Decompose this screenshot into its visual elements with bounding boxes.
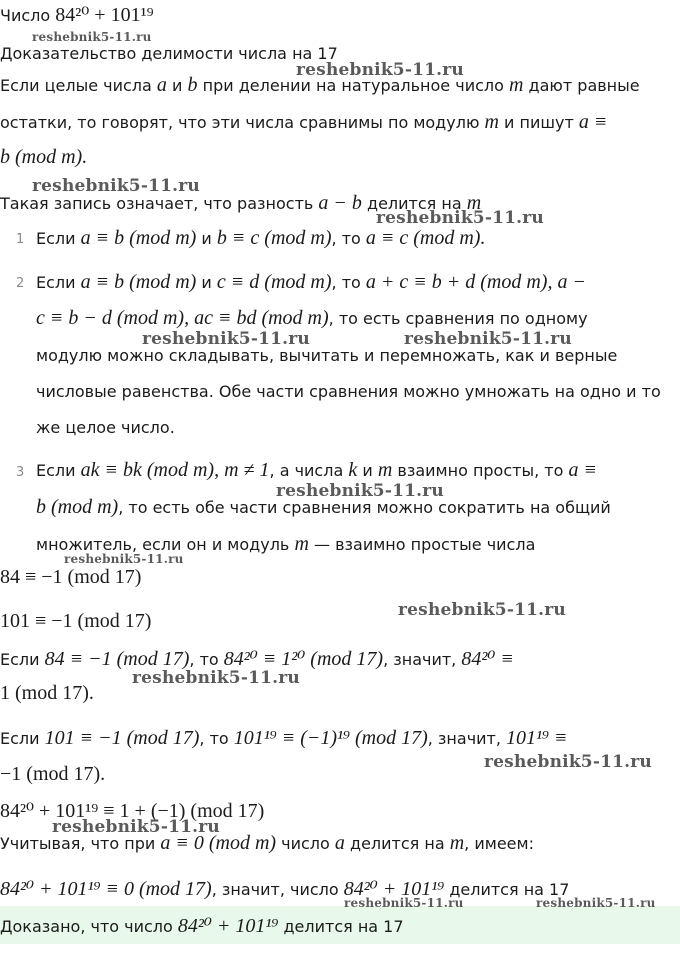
rule-math: c ≡ d (mod m) (216, 271, 332, 293)
rule-2-line-3: модулю можно складывать, вычитать и перемножать, как и верные (36, 346, 618, 365)
math: 101¹⁹ ≡ (506, 727, 568, 749)
rule-math: a ≡ c (mod m). (365, 227, 486, 249)
rule-text: и (201, 273, 212, 292)
watermark: reshebnik5-11.ru (32, 176, 200, 196)
intro-text: дают равные (528, 76, 640, 95)
rule-text: , то есть обе части сравнения можно сократить на общий (118, 498, 611, 517)
consequence-2-line-1 (0, 727, 568, 750)
rule-text: Если (36, 273, 76, 292)
means-math: a − b (318, 192, 362, 214)
watermark: reshebnik5-11.ru (142, 329, 310, 349)
text: , то (199, 729, 229, 748)
rule-text: , а числа (269, 461, 344, 480)
means-text: Такая запись означает, что разность (0, 194, 314, 213)
proof-heading: Доказательство делимости числа на 17 (0, 44, 338, 63)
rule-math: a + c ≡ b + d (mod m), a − (365, 271, 586, 293)
rule-math: a ≡ (568, 459, 597, 481)
math: 84²⁰ + 101¹⁹ (343, 878, 445, 900)
text: , значит, (427, 729, 501, 748)
intro-text: и (172, 76, 183, 95)
text: , значит, число (211, 880, 339, 899)
rule-2-line-5: же целое число. (36, 418, 175, 437)
rule-math: a ≡ b (mod m) (80, 227, 197, 249)
list-number-2: 2 (16, 276, 25, 291)
consequence-2-line-2: −1 (mod 17). (0, 763, 106, 785)
means-text: делится на (367, 194, 462, 213)
intro-text: Если целые числа (0, 76, 152, 95)
rule-math: b (mod m) (36, 496, 119, 518)
conclusion-math: 84²⁰ + 101¹⁹ (177, 915, 279, 937)
rule-text: и (201, 229, 212, 248)
watermark: reshebnik5-11.ru (484, 752, 652, 772)
watermark: reshebnik5-11.ru (398, 600, 566, 620)
watermark: reshebnik5-11.ru (296, 60, 464, 80)
math: 84²⁰ ≡ (461, 648, 514, 670)
rule-math: ak ≡ bk (mod m), m ≠ 1 (80, 459, 270, 481)
intro-line-2 (0, 111, 607, 134)
rule-1 (36, 227, 485, 250)
watermark: reshebnik5-11.ru (404, 329, 572, 349)
var-k: k (348, 459, 358, 481)
text: делится на (350, 834, 445, 853)
text: число (281, 834, 330, 853)
var-b: b (187, 74, 198, 96)
watermark: reshebnik5-11.ru (64, 552, 184, 566)
math: 101 ≡ −1 (mod 17) (44, 727, 200, 749)
intro-text: и пишут (504, 113, 574, 132)
watermark: reshebnik5-11.ru (32, 30, 152, 44)
var-m: m (449, 832, 465, 854)
intro-math: b (mod m). (0, 146, 88, 168)
var-a: a (156, 74, 167, 96)
text: Если (0, 729, 40, 748)
equation-84: 84 ≡ −1 (mod 17) (0, 566, 142, 588)
var-a: a (334, 832, 345, 854)
var-m: m (294, 533, 309, 555)
list-number-1: 1 (16, 232, 25, 247)
sum-equation: 84²⁰ + 101¹⁹ ≡ 1 + (−1) (mod 17) (0, 800, 265, 822)
rule-math: a ≡ b (mod m) (80, 271, 197, 293)
math: 84²⁰ ≡ 1²⁰ (mod 17) (223, 648, 384, 670)
rule-text: , то (331, 273, 361, 292)
math: 84²⁰ + 101¹⁹ ≡ 0 (mod 17) (0, 878, 212, 900)
rule-2-line-2 (36, 307, 588, 330)
var-m: m (377, 459, 393, 481)
rule-text: множитель, если он и модуль (36, 535, 290, 554)
math: 84 ≡ −1 (mod 17) (44, 648, 190, 670)
watermark: reshebnik5-11.ru (132, 668, 300, 688)
title (0, 2, 154, 27)
rule-text: Если (36, 229, 76, 248)
title-math: 84²⁰ + 101¹⁹ (55, 4, 154, 26)
intro-text: при делении на натуральное число (202, 76, 504, 95)
watermark: reshebnik5-11.ru (536, 896, 656, 910)
rule-2-line-4: числовые равенства. Обе части сравнения можно умножать на одно и то (36, 382, 661, 401)
rule-math: c ≡ b − d (mod m), ac ≡ bd (mod m) (36, 307, 329, 329)
intro-text: остатки, то говорят, что эти числа сравнимы по модулю (0, 113, 480, 132)
math: a ≡ 0 (mod m) (160, 832, 277, 854)
text: , значит, (383, 650, 457, 669)
text: делится на 17 (449, 880, 570, 899)
rule-math: b ≡ c (mod m) (216, 227, 332, 249)
rule-text: , то (331, 229, 361, 248)
equation-101: 101 ≡ −1 (mod 17) (0, 610, 152, 632)
intro-line-3 (0, 146, 87, 169)
consequence-1-line-2: 1 (mod 17). (0, 682, 94, 704)
text: , имеем: (464, 834, 534, 853)
watermark: reshebnik5-11.ru (276, 481, 444, 501)
watermark: reshebnik5-11.ru (52, 817, 220, 837)
rule-3-line-1 (36, 459, 597, 482)
text: Если (0, 650, 40, 669)
var-m: m (466, 192, 482, 214)
rule-text: и (362, 461, 373, 480)
final-line (0, 876, 569, 901)
var-m: m (509, 74, 524, 96)
rule-text: , то есть сравнения по одному (328, 309, 588, 328)
rule-text: — взаимно простые числа (313, 535, 536, 554)
list-number-3: 3 (16, 465, 25, 480)
intro-math: a ≡ (578, 111, 608, 133)
rule-2-line-1 (36, 271, 586, 294)
rule-text: Если (36, 461, 76, 480)
watermark: reshebnik5-11.ru (344, 896, 464, 910)
text: Учитывая, что при (0, 834, 156, 853)
conclusion-text: делится на 17 (283, 917, 404, 936)
text: , то (189, 650, 219, 669)
math: 101¹⁹ ≡ (−1)¹⁹ (mod 17) (233, 727, 428, 749)
conclusion (0, 913, 404, 938)
var-m: m (484, 111, 499, 133)
watermark: reshebnik5-11.ru (376, 208, 544, 228)
rule-text: взаимно просты, то (397, 461, 564, 480)
title-prefix: Число (0, 6, 51, 25)
conclusion-text: Доказано, что число (0, 917, 173, 936)
